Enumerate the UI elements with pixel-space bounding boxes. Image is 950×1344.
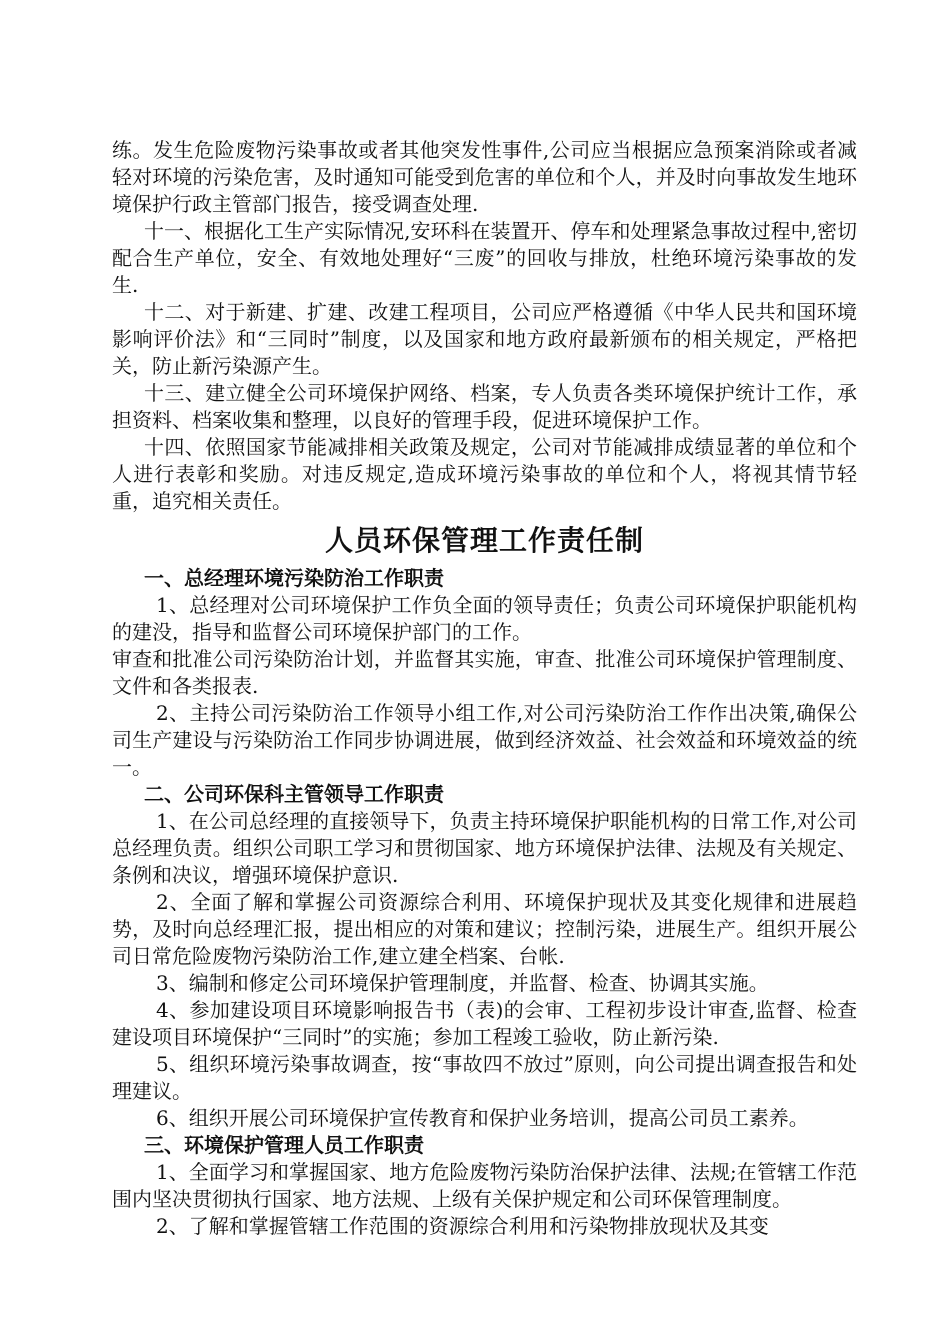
section2-paragraph-4: 4、参加建设项目环境影响报告书（表)的会审、工程初步设计审查,监督、检查建设项目环境保护“三同时”的实施；参加工程竣工验收，防止新污染.	[112, 998, 857, 1049]
section2-paragraph-2: 2、全面了解和掌握公司资源综合利用、环境保护现状及其变化规律和进展趋势，及时向总经理汇报，提出相应的对策和建议；控制污染，进展生产。组织开展公司日常危险废物污染防治工作,建立建全档案、台帐.	[112, 890, 857, 968]
section3-paragraph-2: 2、了解和掌握管辖工作范围的资源综合利用和污染物排放现状及其变	[156, 1214, 769, 1238]
document-page	[112, 137, 857, 1240]
continued-paragraph: 练。发生危险废物污染事故或者其他突发性事件,公司应当根据应急预案消除或者减轻对环境的污染危害，及时通知可能受到危害的单位和个人，并及时向事故发生地环境保护行政主管部门报告，接受调查处理.	[112, 138, 857, 216]
section2-paragraph-1: 1、在公司总经理的直接领导下，负责主持环境保护职能机构的日常工作,对公司总经理负责。组织公司职工学习和贯彻国家、地方环境保护法律、法规及有关规定、条例和决议，增强环境保护意识.	[112, 809, 857, 887]
document-title: 人员环保管理工作责任制	[324, 524, 644, 557]
section2-paragraph-3: 3、编制和修定公司环境保护管理制度，并监督、检查、协调其实施。	[156, 971, 769, 995]
item-11-paragraph: 十一、根据化工生产实际情况,安环科在装置开、停车和处理紧急事故过程中,密切配合生产单位，安全、有效地处理好“三废”的回收与排放，杜绝环境污染事故的发生.	[112, 219, 857, 297]
section3-paragraph-1: 1、全面学习和掌握国家、地方危险废物污染防治保护法律、法规;在管辖工作范围内坚决贯彻执行国家、地方法规、上级有关保护规定和公司环保管理制度。	[112, 1160, 857, 1211]
section2-paragraph-6: 6、组织开展公司环境保护宣传教育和保护业务培训，提高公司员工素养。	[156, 1106, 809, 1130]
section2-paragraph-5: 5、组织环境污染事故调查，按“事故四不放过”原则，向公司提出调查报告和处理建议。	[112, 1052, 857, 1103]
section-heading-env-staff: 三、环境保护管理人员工作职责	[144, 1133, 424, 1157]
item-14-paragraph: 十四、依照国家节能减排相关政策及规定，公司对节能减排成绩显著的单位和个人进行表彰和奖励。对违反规定,造成环境污染事故的单位和个人，将视其情节轻重，追究相关责任。	[112, 435, 857, 513]
section-heading-general-manager: 一、总经理环境污染防治工作职责	[144, 566, 444, 590]
item-12-paragraph: 十二、对于新建、扩建、改建工程项目，公司应严格遵循《中华人民共和国环境影响评价法》和“三同时”制度，以及国家和地方政府最新颁布的相关规定，严格把关，防止新污染源产生。	[112, 300, 857, 378]
item-13-paragraph: 十三、建立健全公司环境保护网络、档案，专人负责各类环境保护统计工作，承担资料、档案收集和整理，以良好的管理手段，促进环境保护工作。	[112, 381, 857, 432]
section1-paragraph-2: 2、主持公司污染防治工作领导小组工作,对公司污染防治工作作出决策,确保公司生产建设与污染防治工作同步协调进展，做到经济效益、社会效益和环境效益的统一。	[112, 701, 857, 779]
section1-paragraph-1b: 审查和批准公司污染防治计划，并监督其实施，审查、批准公司环境保护管理制度、文件和各类报表.	[112, 647, 857, 698]
section1-paragraph-1: 1、总经理对公司环境保护工作负全面的领导责任；负责公司环境保护职能机构的建没，指导和监督公司环境保护部门的工作。	[112, 593, 857, 644]
section-heading-env-supervisor: 二、公司环保科主管领导工作职责	[144, 782, 444, 806]
